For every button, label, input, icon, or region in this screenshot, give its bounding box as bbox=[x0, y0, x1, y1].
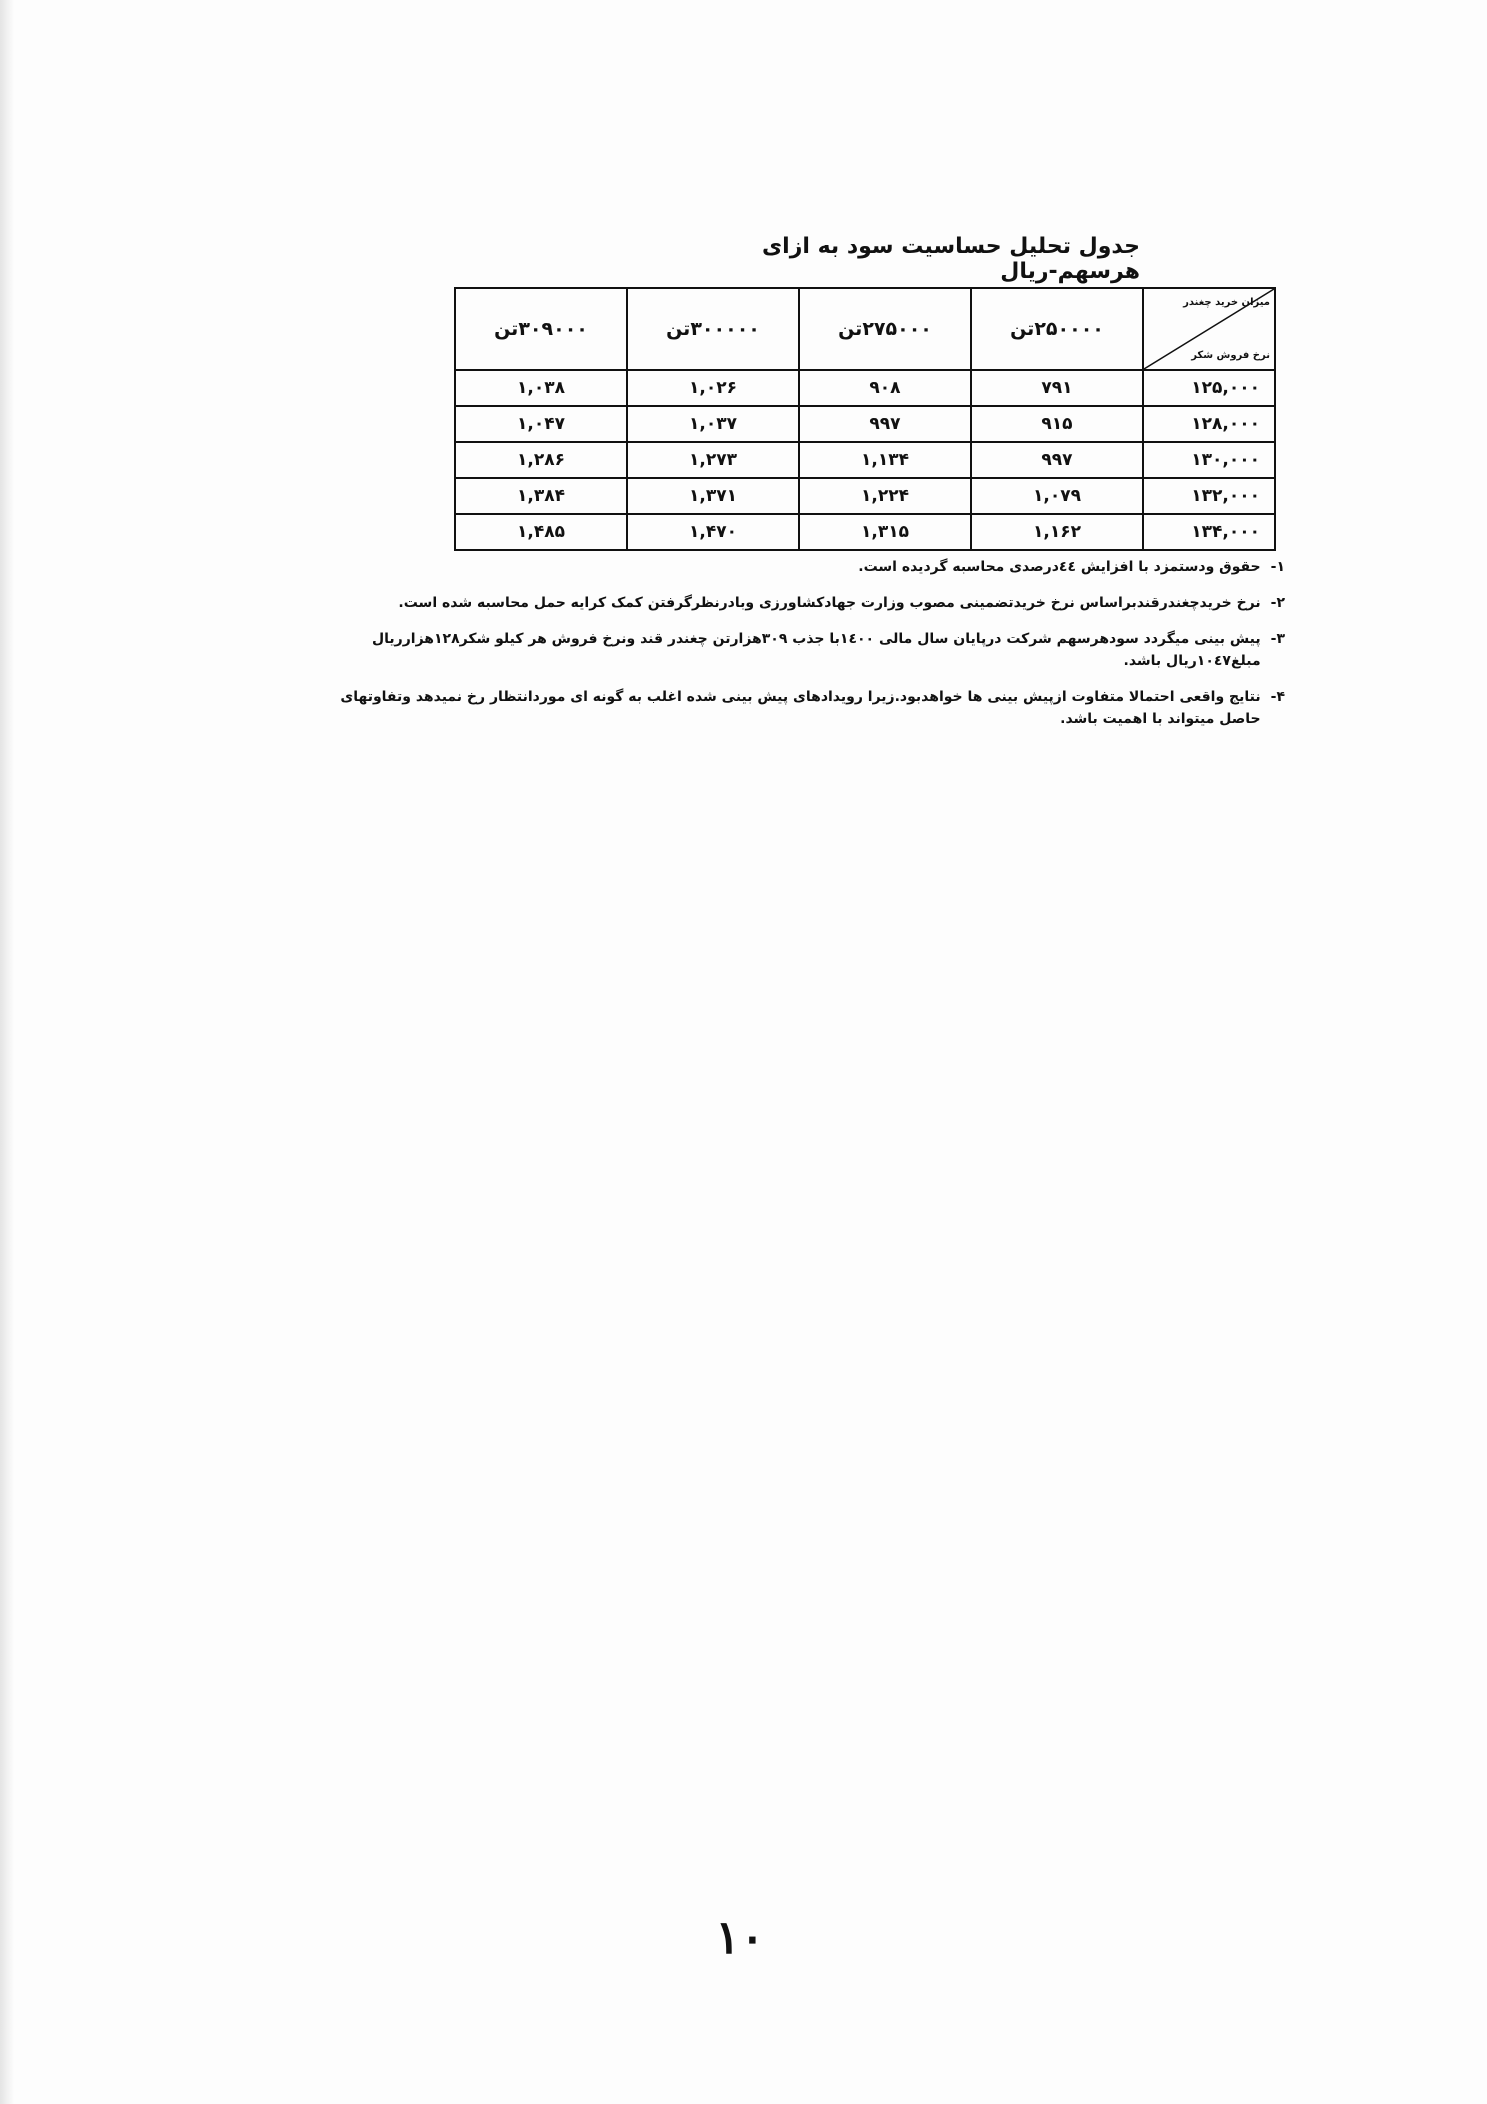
table-cell: ۱,۰۳۸ bbox=[455, 370, 627, 406]
table-cell: ۱,۳۱۵ bbox=[799, 514, 971, 550]
table-cell: ۱,۰۲۶ bbox=[627, 370, 799, 406]
sensitivity-table-container bbox=[454, 287, 1276, 551]
table-cell: ۹۹۷ bbox=[799, 406, 971, 442]
table-cell: ۱,۰۷۹ bbox=[971, 478, 1143, 514]
note-item bbox=[300, 592, 1285, 614]
row-header: ۱۲۸,۰۰۰ bbox=[1143, 406, 1275, 442]
table-row bbox=[455, 370, 1275, 406]
table-header-row bbox=[455, 288, 1275, 370]
table-cell: ۹۹۷ bbox=[971, 442, 1143, 478]
row-header: ۱۳۴,۰۰۰ bbox=[1143, 514, 1275, 550]
note-number: ۴- bbox=[1270, 689, 1285, 705]
note-text: نتایج واقعی احتمالا متفاوت ازپیش بینی ها خواهدبود.زیرا رویدادهای پیش بینی شده اغلب به گونه ای موردانتظار رخ نمیدهد وتفاوتهای حاصل میتواند با اهمیت باشد. bbox=[340, 689, 1261, 727]
table-cell: ۷۹۱ bbox=[971, 370, 1143, 406]
table-row bbox=[455, 406, 1275, 442]
row-header: ۱۳۰,۰۰۰ bbox=[1143, 442, 1275, 478]
note-item bbox=[300, 556, 1285, 578]
table-cell: ۱,۱۶۲ bbox=[971, 514, 1143, 550]
column-header: ۳۰۰۰۰۰تن bbox=[627, 288, 799, 370]
corner-bottom-label: نرخ فروش شکر bbox=[1191, 350, 1270, 361]
note-text: پیش بینی میگردد سودهرسهم شرکت درپایان سال مالی ۱٤۰۰با جذب ۳۰۹هزارتن چغندر قند ونرخ فروش هر کیلو شکر۱۲۸هزارریال مبلغ۱۰٤۷ریال باشد. bbox=[372, 631, 1261, 669]
table-cell: ۱,۰۴۷ bbox=[455, 406, 627, 442]
table-cell: ۱,۳۷۱ bbox=[627, 478, 799, 514]
note-text: نرخ خریدچغندرقندبراساس نرخ خریدتضمینی مصوب وزارت جهادکشاورزی وبادرنظرگرفتن کمک کرایه حمل محاسبه شده است. bbox=[398, 595, 1261, 611]
table-row bbox=[455, 442, 1275, 478]
corner-top-label: میزان خرید چغندر bbox=[1183, 297, 1270, 308]
table-row bbox=[455, 514, 1275, 550]
table-cell: ۱,۲۸۶ bbox=[455, 442, 627, 478]
table-cell: ۹۱۵ bbox=[971, 406, 1143, 442]
column-header: ۲۷۵۰۰۰تن bbox=[799, 288, 971, 370]
sensitivity-table bbox=[454, 287, 1276, 551]
notes-list bbox=[300, 556, 1285, 744]
table-cell: ۱,۱۳۴ bbox=[799, 442, 971, 478]
table-title: جدول تحلیل حساسیت سود به ازای هرسهم-ریال bbox=[762, 234, 1140, 284]
note-item bbox=[300, 628, 1285, 672]
row-header: ۱۳۲,۰۰۰ bbox=[1143, 478, 1275, 514]
table-cell: ۱,۴۷۰ bbox=[627, 514, 799, 550]
column-header: ۲۵۰۰۰۰تن bbox=[971, 288, 1143, 370]
note-item bbox=[300, 686, 1285, 730]
scan-edge-shadow bbox=[0, 0, 14, 2104]
table-cell: ۱,۲۷۳ bbox=[627, 442, 799, 478]
corner-cell bbox=[1143, 288, 1275, 370]
note-number: ۲- bbox=[1270, 595, 1285, 611]
table-cell: ۱,۴۸۵ bbox=[455, 514, 627, 550]
table-cell: ۱,۳۸۴ bbox=[455, 478, 627, 514]
page-number: ۱۰ bbox=[715, 1910, 765, 1964]
table-cell: ۱,۲۲۴ bbox=[799, 478, 971, 514]
note-text: حقوق ودستمزد با افزایش ٤٤درصدی محاسبه گردیده است. bbox=[858, 559, 1261, 575]
row-header: ۱۲۵,۰۰۰ bbox=[1143, 370, 1275, 406]
note-number: ۱- bbox=[1270, 559, 1285, 575]
table-cell: ۱,۰۳۷ bbox=[627, 406, 799, 442]
table-cell: ۹۰۸ bbox=[799, 370, 971, 406]
column-header: ۳۰۹۰۰۰تن bbox=[455, 288, 627, 370]
table-row bbox=[455, 478, 1275, 514]
note-number: ۳- bbox=[1270, 631, 1285, 647]
